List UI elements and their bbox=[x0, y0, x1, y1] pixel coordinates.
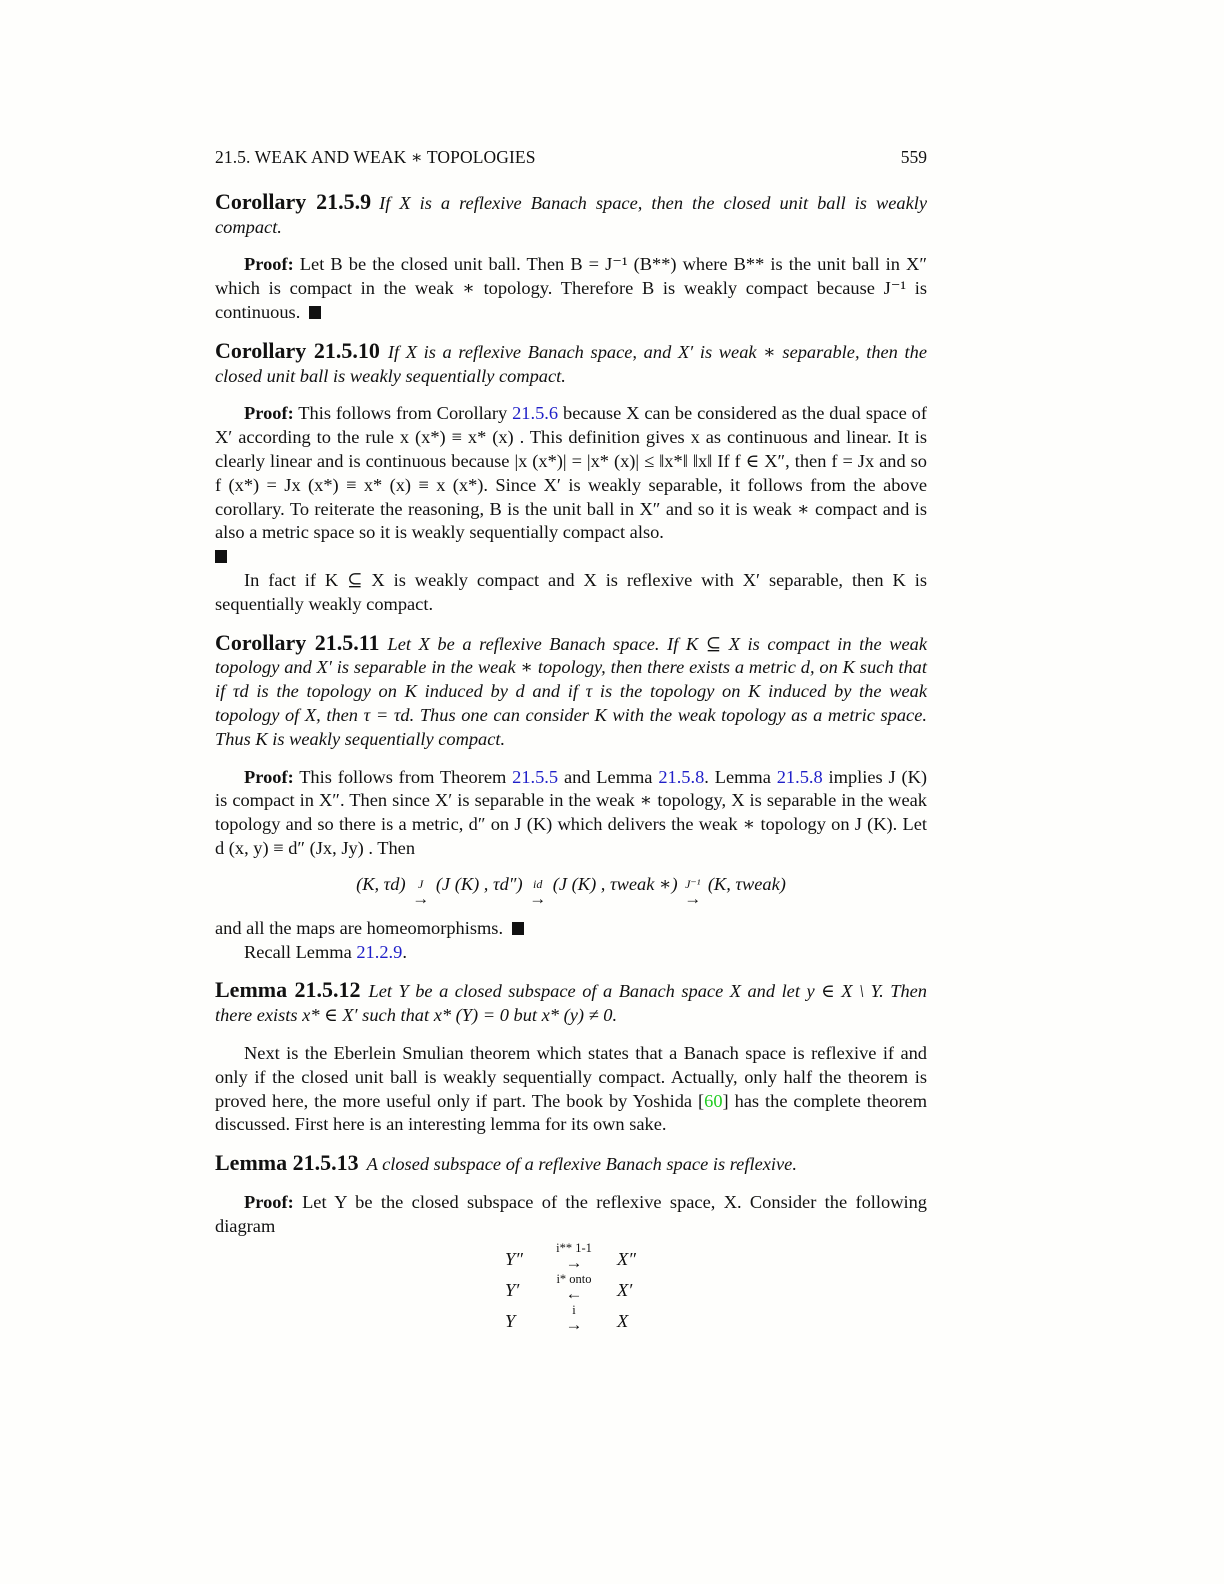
map-arrow: J → bbox=[412, 876, 430, 908]
map-arrow: J⁻¹ → bbox=[684, 876, 702, 908]
corollary-21-5-9 bbox=[215, 190, 927, 240]
corollary-label: Corollary 21.5.11 bbox=[215, 629, 380, 655]
proof-text: because X can be considered as the dual space of X′ according to the rule x (x*) ≡ x* (x) . This definition gives x as continuous and linear. It is clearly linear and is continuous because |x (x*)| = |x* (x)| ≤ ‖x*‖ ‖x‖ If f ∈ X″, then f = Jx and so f (x*) = Jx (x*) ≡ x* (x) ≡ x (x*). Since X′ is weakly separable, it follows from the above corollary. To reiterate the reasoning, B is the unit ball in X″ and so it is weak ∗ compact and is also a metric space so it is weakly sequentially compact also. bbox=[215, 403, 927, 543]
recall-paragraph bbox=[215, 941, 927, 965]
diagram-left: Y bbox=[505, 1310, 516, 1331]
eq-term: (K, τweak) bbox=[707, 873, 786, 894]
proof-label: Proof: bbox=[244, 1191, 294, 1212]
corollary-label: Corollary 21.5.9 bbox=[215, 188, 372, 214]
lemma-label: Lemma 21.5.12 bbox=[215, 977, 361, 1003]
remark-paragraph: In fact if K ⊆ X is weakly compact and X is reflexive with X′ separable, then K is sequentially weakly compact. bbox=[215, 569, 927, 614]
lemma-statement: Let Y be a closed subspace of a Banach space X and let y ∈ X \ Y. Then there exists x* ∈ X′ such that x* (Y) = 0 but x* (y) ≠ 0. bbox=[215, 981, 927, 1026]
document-page bbox=[215, 146, 927, 1333]
punctuation: . bbox=[402, 941, 407, 962]
eq-term: (J (K) , τd″) bbox=[435, 873, 523, 894]
qed-symbol bbox=[215, 550, 227, 563]
proof-21-5-10 bbox=[215, 402, 927, 545]
corollary-21-5-10 bbox=[215, 339, 927, 389]
display-equation bbox=[215, 873, 927, 907]
diagram-arrow: i** 1-1 → bbox=[556, 1240, 592, 1273]
corollary-label: Corollary 21.5.10 bbox=[215, 337, 380, 363]
diagram-left: Y″ bbox=[505, 1248, 523, 1269]
corollary-statement: If X is a reflexive Banach space, and X′ is weak ∗ separable, then the closed unit ball is weakly sequentially compact. bbox=[215, 341, 928, 386]
proof-21-5-13 bbox=[215, 1191, 927, 1239]
eberlein-paragraph bbox=[215, 1042, 927, 1137]
proof-text: . Lemma bbox=[704, 766, 771, 787]
diagram-arrow: i* onto ← bbox=[556, 1271, 592, 1304]
diagram-right: X′ bbox=[617, 1279, 633, 1300]
page-number: 559 bbox=[900, 147, 927, 167]
paragraph-text: ] has the complete theorem discussed. First here is an interesting lemma for its own sake. bbox=[215, 1090, 927, 1135]
qed-symbol bbox=[309, 306, 321, 319]
corollary-statement: If X is a reflexive Banach space, then the closed unit ball is weakly compact. bbox=[215, 192, 927, 237]
diagram-row bbox=[505, 1271, 927, 1302]
proof-text: and all the maps are homeomorphisms. bbox=[215, 917, 504, 938]
lemma-21-5-12 bbox=[215, 978, 927, 1028]
proof-text: This follows from Corollary bbox=[298, 403, 508, 424]
running-header bbox=[215, 146, 927, 170]
recall-text: Recall Lemma bbox=[244, 941, 352, 962]
ref-lemma-21-5-8[interactable]: 21.5.8 bbox=[658, 766, 705, 787]
diagram-row bbox=[505, 1302, 927, 1333]
corollary-21-5-11 bbox=[215, 631, 927, 752]
diagram-left: Y′ bbox=[505, 1279, 520, 1300]
proof-text: implies J (K) is compact in X″. Then since X′ is separable in the weak ∗ topology, X is separable in the weak topology and so there is a metric, d″ on J (K) which delivers the weak ∗ topology on J (K). Let d (x, y) ≡ d″ (Jx, Jy) . Then bbox=[215, 766, 927, 858]
qed-symbol bbox=[512, 922, 524, 935]
ref-theorem-21-5-5[interactable]: 21.5.5 bbox=[512, 766, 559, 787]
diagram-right: X″ bbox=[617, 1248, 636, 1269]
running-title: 21.5. WEAK AND WEAK ∗ TOPOLOGIES bbox=[215, 147, 536, 167]
commutative-diagram bbox=[505, 1240, 927, 1333]
proof-text: This follows from Theorem bbox=[299, 766, 507, 787]
proof-text: and Lemma bbox=[563, 766, 653, 787]
lemma-21-5-13 bbox=[215, 1151, 927, 1177]
proof-text: Let Y be the closed subspace of the reflexive space, X. Consider the following diagram bbox=[215, 1191, 927, 1236]
proof-21-5-11 bbox=[215, 766, 927, 861]
ref-lemma-21-2-9[interactable]: 21.2.9 bbox=[356, 941, 403, 962]
proof-text: Let B be the closed unit ball. Then B = J⁻¹ (B**) where B** is the unit ball in X″ which is compact in the weak ∗ topology. Therefore B is weakly compact because J⁻¹ is continuous. bbox=[215, 254, 927, 322]
corollary-statement: Let X be a reflexive Banach space. If K ⊆ X is compact in the weak topology and X′ is separable in the weak ∗ topology, then there exists a metric d, on K such that if τd is the topology on K induced by d and if τ is the topology on K induced by the weak topology of X, then τ = τd. Thus one can consider K with the weak topology as a metric space. Thus K is weakly sequentially compact. bbox=[215, 633, 927, 749]
map-arrow: id → bbox=[529, 876, 547, 908]
qed-line bbox=[215, 545, 927, 569]
proof-label: Proof: bbox=[244, 403, 294, 424]
diagram-arrow: i → bbox=[565, 1302, 583, 1335]
proof-21-5-9 bbox=[215, 253, 927, 324]
lemma-statement: A closed subspace of a reflexive Banach space is reflexive. bbox=[366, 1154, 797, 1175]
proof-label: Proof: bbox=[244, 254, 294, 275]
ref-corollary-21-5-6[interactable]: 21.5.6 bbox=[512, 403, 559, 424]
proof-conclusion bbox=[215, 917, 927, 941]
ref-lemma-21-5-8[interactable]: 21.5.8 bbox=[776, 766, 823, 787]
eq-term: (K, τd) bbox=[356, 873, 406, 894]
paragraph-text: Next is the Eberlein Smulian theorem which states that a Banach space is reflexive if and only if the closed unit ball is weakly sequentially compact. Actually, only half the theorem is proved here, the more useful only if part. The book by Yoshida [ bbox=[215, 1042, 927, 1111]
eq-term: (J (K) , τweak ∗) bbox=[552, 873, 678, 894]
diagram-right: X bbox=[617, 1310, 629, 1331]
citation-60[interactable]: 60 bbox=[704, 1090, 723, 1111]
diagram-row bbox=[505, 1240, 927, 1271]
lemma-label: Lemma 21.5.13 bbox=[215, 1150, 359, 1176]
proof-label: Proof: bbox=[244, 766, 294, 787]
